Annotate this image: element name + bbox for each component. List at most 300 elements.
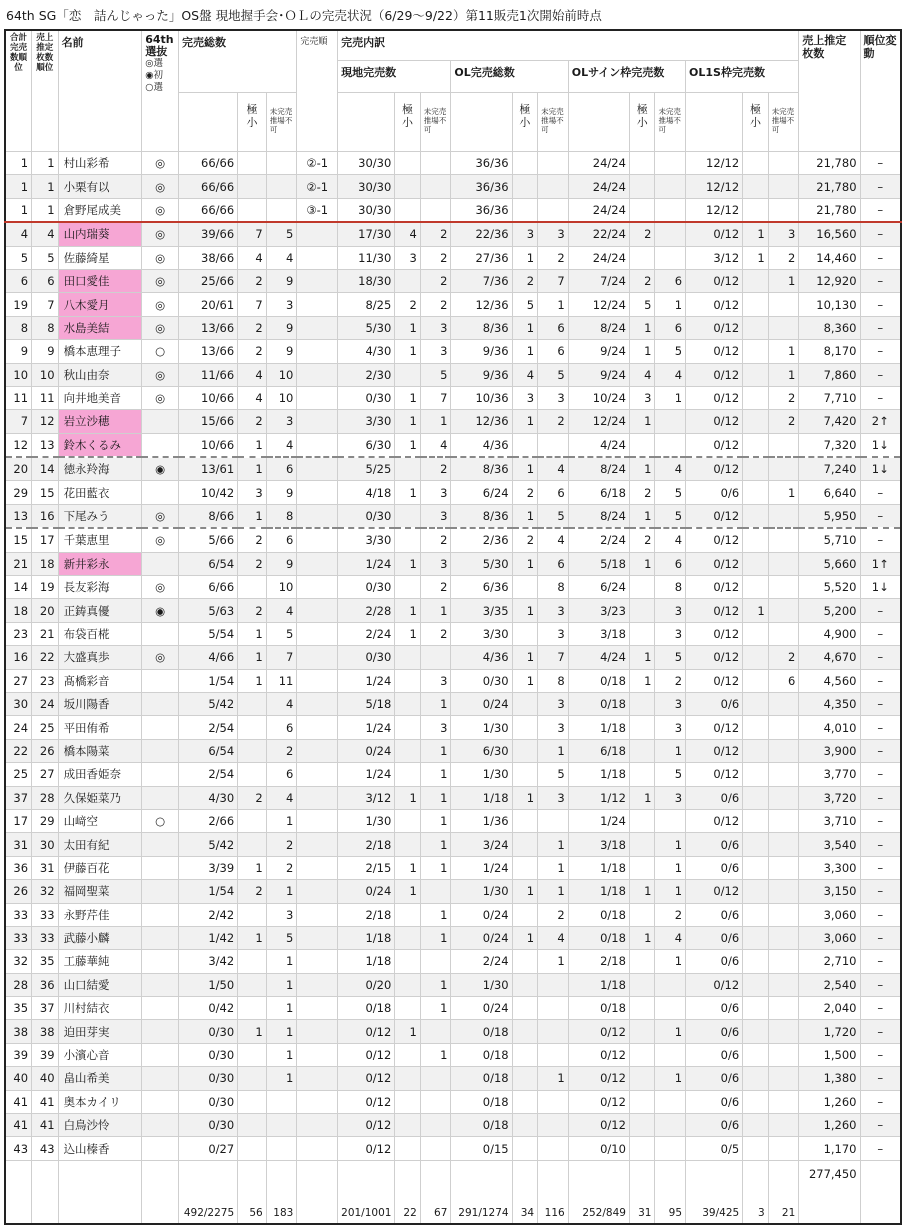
cell-ol-sign-unknown: 1: [655, 739, 686, 762]
table-row: [5, 809, 901, 832]
cell-sold-unknown: 10: [266, 576, 297, 599]
cell-rank-change: –: [860, 903, 901, 926]
cell-ol-goku: [512, 152, 538, 175]
cell-ol-unknown: 1: [538, 833, 569, 856]
cell-sold-goku: 2: [238, 269, 267, 292]
cell-sold-total: 0/42: [178, 997, 237, 1020]
cell-rank-sales: 9: [32, 340, 59, 363]
cell-ol-sign: 2/18: [568, 950, 629, 973]
cell-rank-sales: 41: [32, 1090, 59, 1113]
cell-ol-goku: [512, 576, 538, 599]
cell-ol-1s-unknown: [768, 622, 799, 645]
cell-genchi: 17/30: [338, 222, 395, 246]
cell-genchi-goku: [395, 809, 421, 832]
cell-sales-est: 3,300: [799, 856, 860, 879]
cell-genchi-goku: [395, 926, 421, 949]
cell-ol-goku: 3: [512, 222, 538, 246]
cell-ol-sign-unknown: 5: [655, 504, 686, 528]
cell-rank-total: 7: [5, 410, 32, 433]
cell-sold-goku: 3: [238, 481, 267, 504]
cell-ol-1s: 0/12: [686, 457, 743, 481]
cell-ol-1s-unknown: [768, 997, 799, 1020]
cell-genchi: 2/15: [338, 856, 395, 879]
table-row: [5, 833, 901, 856]
cell-sold-unknown: 6: [266, 528, 297, 552]
cell-sold-unknown: 6: [266, 457, 297, 481]
cell-rank-total: 8: [5, 316, 32, 339]
cell-sales-est: 3,150: [799, 880, 860, 903]
cell-genchi-goku: 1: [395, 880, 421, 903]
cell-ol-total: 36/36: [451, 175, 512, 198]
cell-ol-sign-goku: 5: [629, 293, 655, 316]
cell-ol-1s: 0/12: [686, 716, 743, 739]
header-sub-blank: [686, 93, 743, 152]
cell-sold-unknown: 3: [266, 903, 297, 926]
header-unknown: 未完売推場不可: [768, 93, 799, 152]
table-row: [5, 269, 901, 292]
cell-sold-goku: 4: [238, 363, 267, 386]
cell-ol-1s-unknown: [768, 1020, 799, 1043]
table-row: [5, 222, 901, 246]
cell-sold-order: [297, 716, 338, 739]
cell-rank-sales: 25: [32, 716, 59, 739]
cell-ol-sign-unknown: 5: [655, 481, 686, 504]
cell-genchi-goku: 1: [395, 340, 421, 363]
cell-ol-total: 2/36: [451, 528, 512, 552]
cell-sold-goku: 1: [238, 646, 267, 669]
cell-member-name: 下尾みう: [58, 504, 142, 528]
header-genchi: 現地完売数: [338, 61, 451, 93]
cell-rank-change: –: [860, 1137, 901, 1160]
cell-sold-total: 5/42: [178, 692, 237, 715]
cell-ol-sign: 0/18: [568, 669, 629, 692]
cell-ol-sign-goku: 1: [629, 457, 655, 481]
cell-sales-est: 10,130: [799, 293, 860, 316]
cell-sales-est: 21,780: [799, 198, 860, 222]
cell-ol-sign-goku: [629, 152, 655, 175]
cell-rank-total: 14: [5, 576, 32, 599]
cell-sold-goku: 7: [238, 293, 267, 316]
cell-ol-sign-unknown: 3: [655, 622, 686, 645]
cell-sold-goku: 2: [238, 786, 267, 809]
cell-rank-sales: 6: [32, 269, 59, 292]
cell-sold-total: 1/54: [178, 880, 237, 903]
cell-genchi: 1/30: [338, 809, 395, 832]
cell-sold-goku: 1: [238, 622, 267, 645]
cell-ol-sign-goku: 1: [629, 786, 655, 809]
cell-rank-change: –: [860, 950, 901, 973]
cell-ol-unknown: 6: [538, 481, 569, 504]
cell-rank-total: 22: [5, 739, 32, 762]
cell-ol-1s: 0/12: [686, 739, 743, 762]
cell-sold-order: [297, 386, 338, 409]
cell-genchi-unknown: 1: [420, 410, 451, 433]
cell-sales-est: 7,320: [799, 433, 860, 457]
cell-sold-goku: [238, 739, 267, 762]
cell-sold-order: ②-1: [297, 152, 338, 175]
cell-sold-total: 0/27: [178, 1137, 237, 1160]
cell-ol-1s-goku: [743, 1043, 769, 1066]
cell-selection-mark: [142, 622, 179, 645]
cell-ol-1s-goku: [743, 833, 769, 856]
cell-member-name: 花田藍衣: [58, 481, 142, 504]
cell-genchi: 0/30: [338, 646, 395, 669]
table-row: [5, 973, 901, 996]
cell-sold-order: [297, 552, 338, 575]
cell-ol-1s: 3/12: [686, 246, 743, 269]
cell-selection-mark: ◎: [142, 175, 179, 198]
cell-sold-total: 0/30: [178, 1043, 237, 1066]
cell-selection-mark: ◎: [142, 222, 179, 246]
cell-genchi-unknown: 1: [420, 926, 451, 949]
cell-ol-goku: [512, 198, 538, 222]
cell-sales-est: 4,010: [799, 716, 860, 739]
cell-sold-unknown: [266, 198, 297, 222]
cell-ol-unknown: 1: [538, 739, 569, 762]
cell-ol-total: 12/36: [451, 410, 512, 433]
cell-ol-1s-goku: [743, 269, 769, 292]
cell-ol-unknown: 1: [538, 293, 569, 316]
cell-sold-goku: [238, 175, 267, 198]
cell-sold-unknown: 1: [266, 950, 297, 973]
cell-ol-unknown: 5: [538, 763, 569, 786]
cell-genchi-unknown: 2: [420, 246, 451, 269]
cell-ol-goku: [512, 809, 538, 832]
cell-ol-sign-unknown: 1: [655, 1020, 686, 1043]
cell-ol-1s-goku: [743, 763, 769, 786]
cell-rank-total: 24: [5, 716, 32, 739]
cell-rank-sales: 26: [32, 739, 59, 762]
cell-ol-sign: 10/24: [568, 386, 629, 409]
cell-sold-order: [297, 809, 338, 832]
cell-sold-total: 38/66: [178, 246, 237, 269]
cell-ol-1s-unknown: [768, 316, 799, 339]
cell-ol-goku: 1: [512, 504, 538, 528]
cell-sold-total: 66/66: [178, 198, 237, 222]
cell-rank-total: 28: [5, 973, 32, 996]
cell-ol-1s: 0/6: [686, 692, 743, 715]
cell-rank-sales: 11: [32, 386, 59, 409]
cell-ol-total: 1/30: [451, 973, 512, 996]
cell-ol-total: 7/36: [451, 269, 512, 292]
cell-sales-est: 7,240: [799, 457, 860, 481]
cell-rank-total: 20: [5, 457, 32, 481]
cell-ol-1s-unknown: [768, 950, 799, 973]
cell-ol-1s: 0/6: [686, 997, 743, 1020]
cell-genchi: 0/12: [338, 1043, 395, 1066]
total-sold: 492/2275: [178, 1160, 237, 1224]
cell-sold-order: [297, 316, 338, 339]
cell-ol-1s-goku: [743, 1020, 769, 1043]
total-sign-unknown: 95: [655, 1160, 686, 1224]
cell-selection-mark: [142, 481, 179, 504]
cell-rank-total: 21: [5, 552, 32, 575]
cell-ol-1s-goku: [743, 1114, 769, 1137]
cell-sold-order: [297, 1067, 338, 1090]
cell-ol-sign-goku: [629, 739, 655, 762]
cell-ol-sign: 3/18: [568, 622, 629, 645]
cell-member-name: 白鳥沙怜: [58, 1114, 142, 1137]
cell-genchi-goku: [395, 646, 421, 669]
cell-sold-unknown: 4: [266, 246, 297, 269]
cell-sold-goku: 2: [238, 599, 267, 622]
header-name: 名前: [58, 30, 142, 152]
cell-ol-1s: 0/12: [686, 646, 743, 669]
cell-ol-1s-goku: [743, 576, 769, 599]
cell-genchi-unknown: 2: [420, 222, 451, 246]
cell-ol-sign: 8/24: [568, 457, 629, 481]
cell-sold-goku: [238, 903, 267, 926]
cell-rank-total: 27: [5, 669, 32, 692]
cell-ol-1s-unknown: 1: [768, 340, 799, 363]
header-unknown: 未完売推場不可: [420, 93, 451, 152]
cell-rank-change: 1↑: [860, 552, 901, 575]
cell-ol-1s-unknown: [768, 1067, 799, 1090]
table-row: [5, 692, 901, 715]
total-sold-unknown: 183: [266, 1160, 297, 1224]
cell-sold-unknown: [266, 175, 297, 198]
cell-sold-total: 6/54: [178, 739, 237, 762]
table-row: [5, 903, 901, 926]
cell-ol-sign-unknown: 4: [655, 926, 686, 949]
cell-sales-est: 3,770: [799, 763, 860, 786]
cell-ol-total: 0/15: [451, 1137, 512, 1160]
cell-genchi-unknown: 1: [420, 692, 451, 715]
cell-sold-unknown: 4: [266, 599, 297, 622]
cell-sold-goku: 1: [238, 669, 267, 692]
cell-selection-mark: [142, 856, 179, 879]
cell-rank-change: –: [860, 856, 901, 879]
cell-ol-total: 5/30: [451, 552, 512, 575]
cell-member-name: 奥本カイリ: [58, 1090, 142, 1113]
cell-ol-1s-unknown: 2: [768, 386, 799, 409]
cell-sold-goku: 1: [238, 504, 267, 528]
cell-sold-order: [297, 457, 338, 481]
cell-sold-total: 4/66: [178, 646, 237, 669]
cell-ol-sign: 0/12: [568, 1067, 629, 1090]
cell-ol-1s: 0/6: [686, 481, 743, 504]
header-sub-blank: [568, 93, 629, 152]
cell-ol-1s-unknown: [768, 786, 799, 809]
cell-ol-total: 0/24: [451, 997, 512, 1020]
cell-ol-sign: 1/24: [568, 809, 629, 832]
cell-ol-sign: 8/24: [568, 316, 629, 339]
cell-member-name: 川村結衣: [58, 997, 142, 1020]
cell-ol-sign-goku: [629, 692, 655, 715]
cell-rank-sales: 30: [32, 833, 59, 856]
cell-ol-sign-goku: [629, 950, 655, 973]
cell-ol-sign-unknown: 4: [655, 457, 686, 481]
cell-ol-total: 0/18: [451, 1090, 512, 1113]
cell-member-name: 小濱心音: [58, 1043, 142, 1066]
cell-ol-1s-unknown: [768, 1137, 799, 1160]
cell-ol-sign-unknown: [655, 1114, 686, 1137]
cell-ol-1s-unknown: [768, 457, 799, 481]
cell-genchi: 1/18: [338, 926, 395, 949]
cell-rank-change: –: [860, 481, 901, 504]
cell-ol-1s-goku: [743, 622, 769, 645]
cell-ol-total: 3/24: [451, 833, 512, 856]
cell-ol-sign: 0/18: [568, 997, 629, 1020]
cell-sold-order: [297, 504, 338, 528]
cell-sold-total: 3/39: [178, 856, 237, 879]
cell-ol-goku: 1: [512, 410, 538, 433]
cell-member-name: 坂川陽香: [58, 692, 142, 715]
cell-sold-total: 0/30: [178, 1090, 237, 1113]
cell-member-name: 太田有紀: [58, 833, 142, 856]
cell-member-name: 徳永羚海: [58, 457, 142, 481]
cell-ol-sign-goku: [629, 433, 655, 457]
cell-rank-change: –: [860, 880, 901, 903]
cell-selection-mark: ◎: [142, 576, 179, 599]
cell-rank-sales: 38: [32, 1020, 59, 1043]
cell-ol-total: 3/30: [451, 622, 512, 645]
cell-ol-unknown: 7: [538, 269, 569, 292]
cell-sales-est: 1,720: [799, 1020, 860, 1043]
header-unknown: 未完売推場不可: [266, 93, 297, 152]
cell-ol-unknown: 3: [538, 786, 569, 809]
table-row: [5, 622, 901, 645]
table-row: [5, 786, 901, 809]
cell-genchi: 3/30: [338, 410, 395, 433]
cell-selection-mark: [142, 833, 179, 856]
cell-sold-order: [297, 903, 338, 926]
cell-ol-1s-goku: [743, 809, 769, 832]
cell-ol-total: 0/30: [451, 669, 512, 692]
cell-genchi: 6/30: [338, 433, 395, 457]
cell-rank-sales: 5: [32, 246, 59, 269]
header-selection: [142, 30, 179, 152]
total-cell-blank: [297, 1160, 338, 1224]
cell-ol-1s-goku: [743, 175, 769, 198]
table-row: [5, 1114, 901, 1137]
cell-ol-total: 8/36: [451, 457, 512, 481]
cell-ol-total: 12/36: [451, 293, 512, 316]
cell-ol-sign-goku: 2: [629, 481, 655, 504]
cell-rank-sales: 28: [32, 786, 59, 809]
cell-sales-est: 3,060: [799, 926, 860, 949]
cell-ol-1s-unknown: [768, 716, 799, 739]
cell-rank-change: –: [860, 293, 901, 316]
cell-ol-sign-goku: [629, 903, 655, 926]
table-row: [5, 646, 901, 669]
cell-genchi-unknown: 3: [420, 316, 451, 339]
total-cell-blank: [142, 1160, 179, 1224]
cell-selection-mark: ◎: [142, 386, 179, 409]
cell-ol-goku: [512, 739, 538, 762]
cell-rank-total: 33: [5, 903, 32, 926]
cell-genchi-unknown: [420, 175, 451, 198]
cell-genchi-unknown: 1: [420, 599, 451, 622]
cell-rank-total: 38: [5, 1020, 32, 1043]
cell-ol-sign-unknown: 3: [655, 599, 686, 622]
cell-ol-sign-unknown: 4: [655, 363, 686, 386]
cell-ol-1s: 0/5: [686, 1137, 743, 1160]
cell-ol-total: 0/18: [451, 1114, 512, 1137]
cell-rank-sales: 20: [32, 599, 59, 622]
cell-ol-sign-goku: 4: [629, 363, 655, 386]
cell-sold-unknown: 2: [266, 856, 297, 879]
cell-ol-unknown: [538, 1090, 569, 1113]
cell-genchi-unknown: 2: [420, 293, 451, 316]
cell-sales-est: 3,900: [799, 739, 860, 762]
cell-ol-1s: 0/12: [686, 576, 743, 599]
cell-ol-sign-unknown: [655, 1090, 686, 1113]
cell-rank-change: –: [860, 786, 901, 809]
cell-ol-1s-goku: [743, 973, 769, 996]
cell-genchi-goku: [395, 198, 421, 222]
cell-sold-unknown: 4: [266, 692, 297, 715]
table-row: [5, 340, 901, 363]
cell-ol-total: 10/36: [451, 386, 512, 409]
cell-sold-unknown: 3: [266, 410, 297, 433]
cell-selection-mark: ◎: [142, 528, 179, 552]
cell-sold-total: 5/54: [178, 622, 237, 645]
cell-genchi: 5/25: [338, 457, 395, 481]
cell-sold-goku: 2: [238, 410, 267, 433]
cell-rank-change: –: [860, 997, 901, 1020]
cell-sold-order: ②-1: [297, 175, 338, 198]
cell-rank-sales: 33: [32, 926, 59, 949]
cell-ol-sign: 0/18: [568, 692, 629, 715]
cell-genchi-goku: [395, 739, 421, 762]
cell-rank-change: –: [860, 175, 901, 198]
cell-genchi-unknown: [420, 1137, 451, 1160]
cell-sold-total: 0/30: [178, 1067, 237, 1090]
cell-ol-goku: [512, 833, 538, 856]
cell-sold-goku: [238, 1090, 267, 1113]
cell-ol-sign-unknown: 6: [655, 316, 686, 339]
cell-sold-goku: [238, 1114, 267, 1137]
cell-rank-sales: 19: [32, 576, 59, 599]
cell-ol-goku: [512, 1043, 538, 1066]
cell-ol-goku: 2: [512, 528, 538, 552]
table-row: [5, 763, 901, 786]
cell-ol-total: 0/24: [451, 903, 512, 926]
cell-rank-sales: 16: [32, 504, 59, 528]
cell-genchi: 2/24: [338, 622, 395, 645]
table-row: [5, 175, 901, 198]
cell-sales-est: 7,860: [799, 363, 860, 386]
cell-ol-1s-unknown: [768, 528, 799, 552]
cell-ol-1s-unknown: 3: [768, 222, 799, 246]
cell-sold-unknown: 5: [266, 622, 297, 645]
cell-sold-goku: [238, 833, 267, 856]
cell-sold-order: [297, 1043, 338, 1066]
cell-sold-order: [297, 950, 338, 973]
cell-ol-1s-goku: [743, 152, 769, 175]
cell-rank-sales: 8: [32, 316, 59, 339]
cell-member-name: 平田侑希: [58, 716, 142, 739]
cell-rank-change: –: [860, 1043, 901, 1066]
cell-genchi-goku: 1: [395, 599, 421, 622]
cell-genchi-unknown: 3: [420, 481, 451, 504]
cell-ol-unknown: [538, 433, 569, 457]
cell-ol-unknown: 3: [538, 692, 569, 715]
cell-sold-goku: [238, 152, 267, 175]
cell-sold-order: [297, 433, 338, 457]
cell-sales-est: 21,780: [799, 175, 860, 198]
table-row: [5, 599, 901, 622]
cell-genchi-goku: [395, 716, 421, 739]
cell-member-name: 向井地美音: [58, 386, 142, 409]
cell-ol-1s-unknown: [768, 599, 799, 622]
cell-ol-1s: 0/12: [686, 504, 743, 528]
cell-genchi-unknown: [420, 1114, 451, 1137]
cell-ol-total: 0/24: [451, 692, 512, 715]
cell-ol-goku: 1: [512, 457, 538, 481]
cell-sold-goku: 4: [238, 386, 267, 409]
